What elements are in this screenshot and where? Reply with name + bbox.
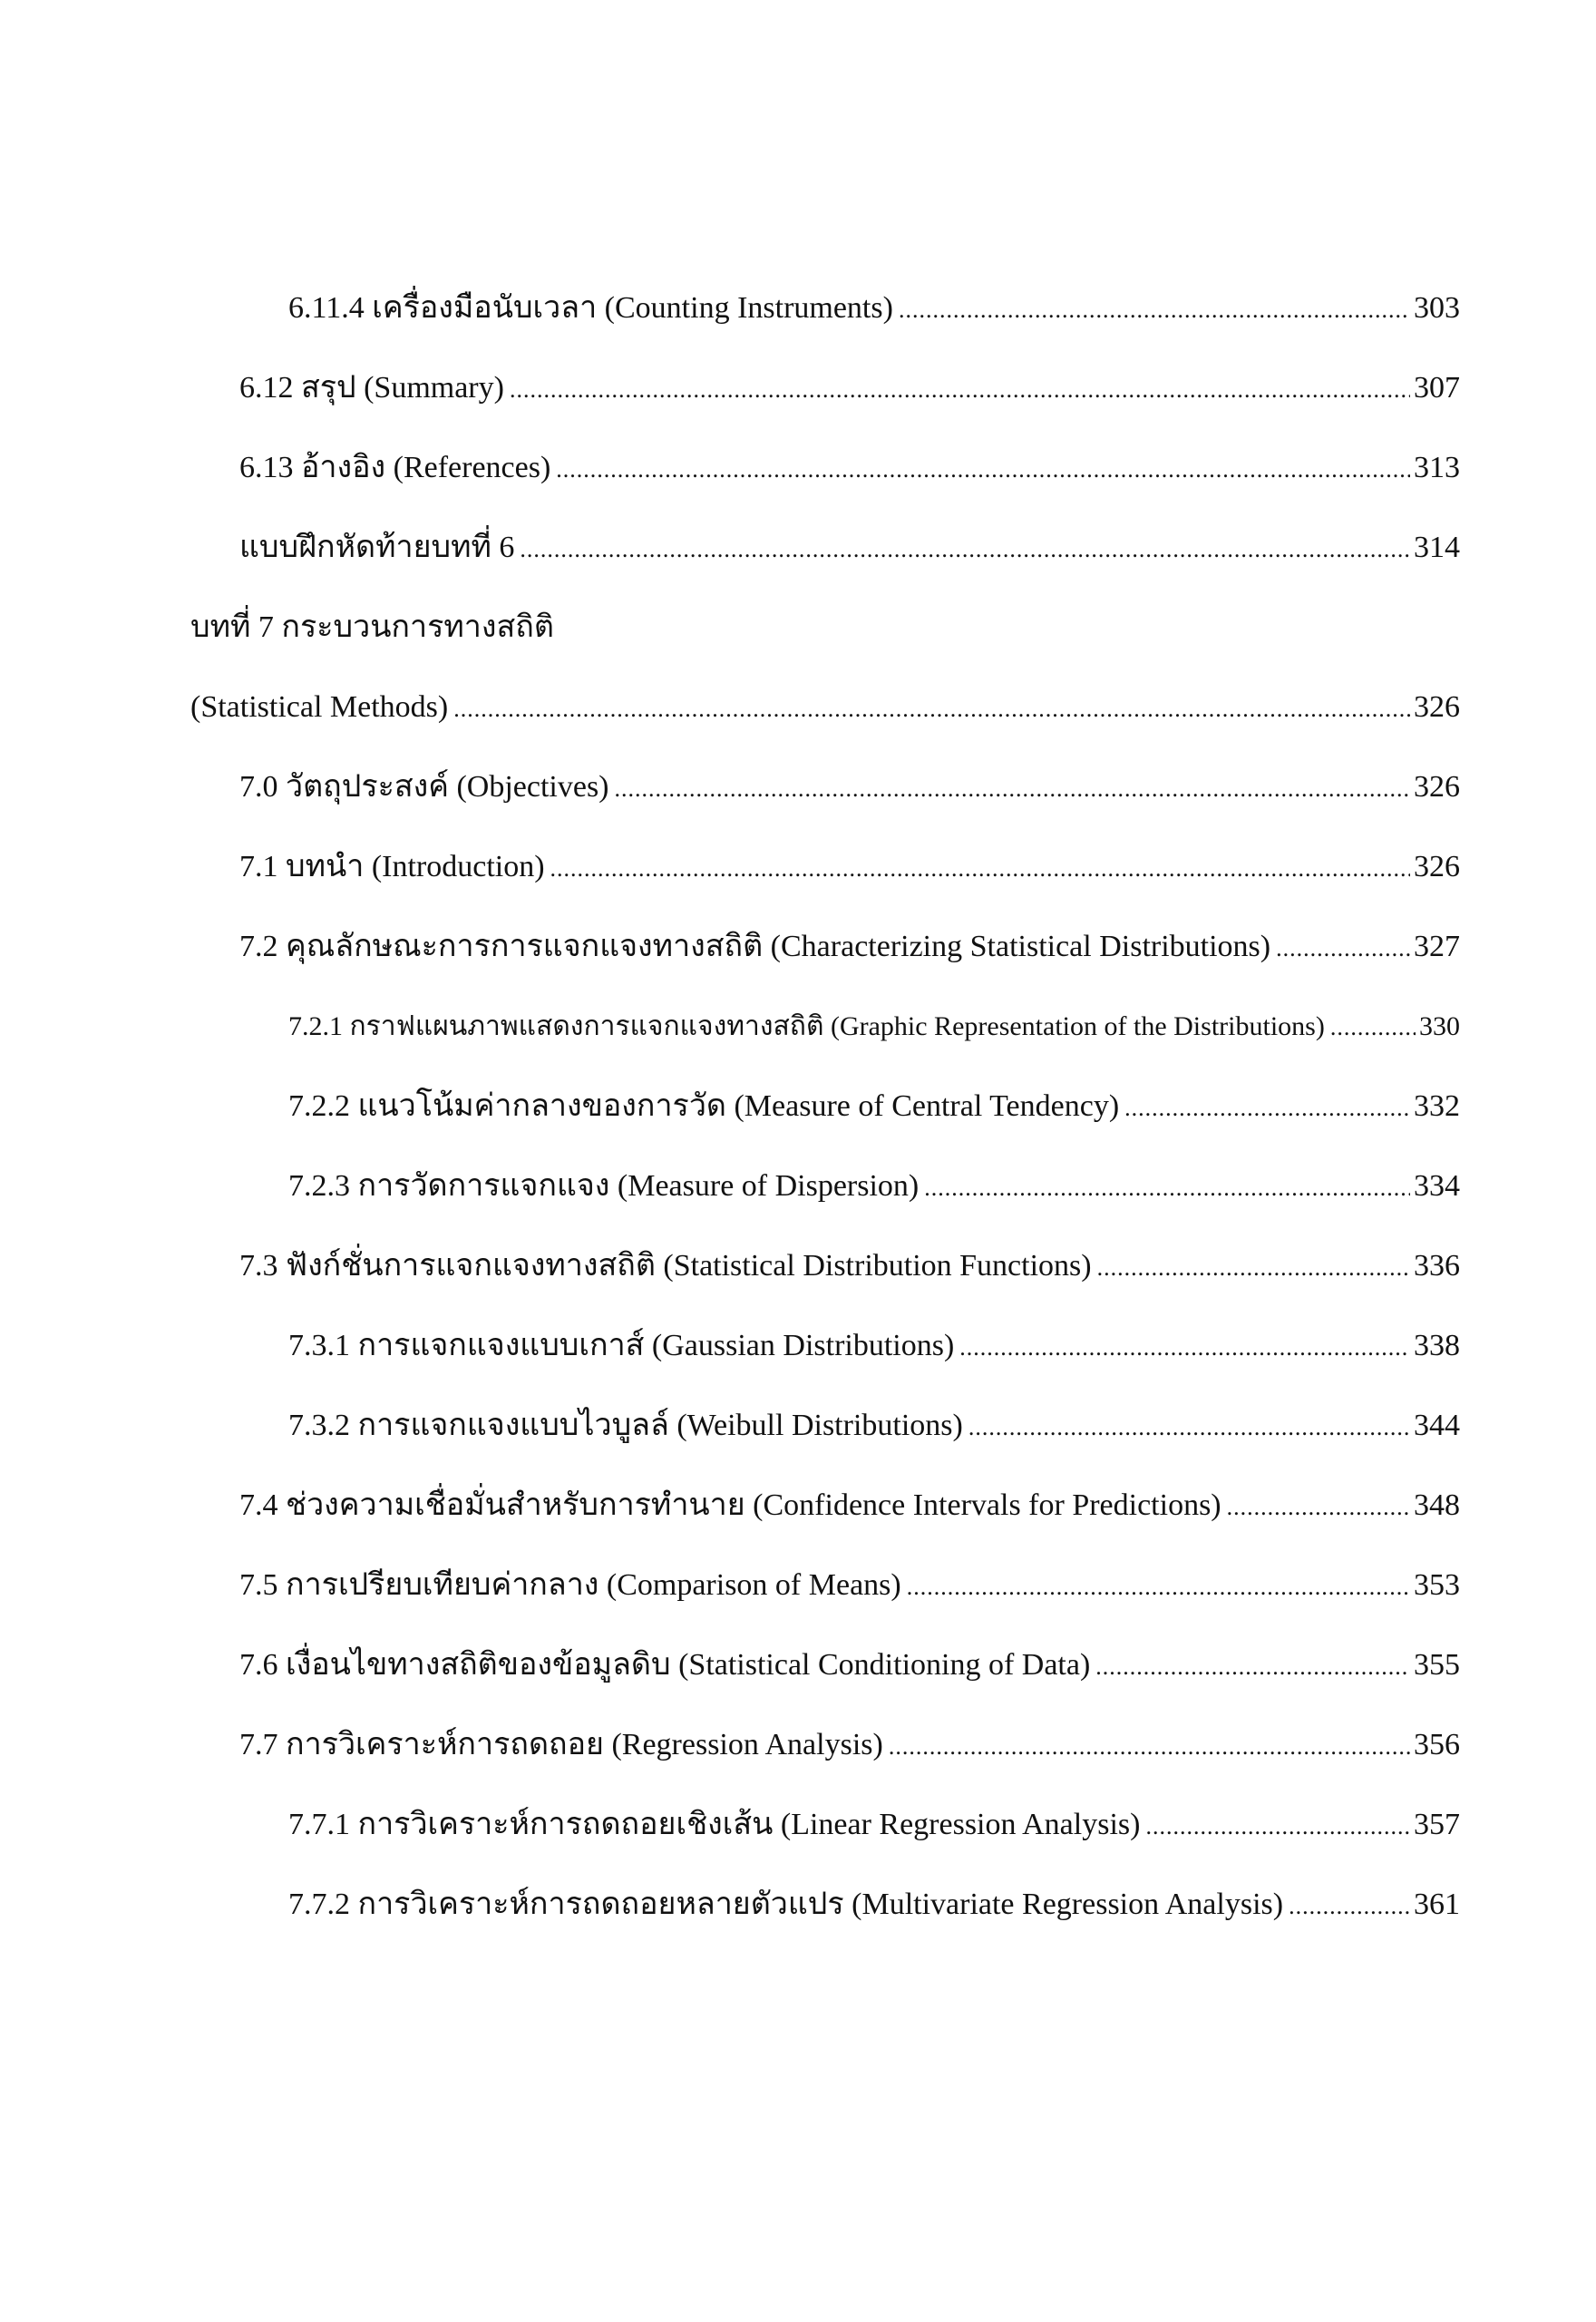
- toc-entry-7-7: [239, 1725, 1460, 1767]
- toc-entry-7-0: [239, 767, 1460, 809]
- toc-entry-page: 313: [1414, 451, 1460, 484]
- dot-leader: [968, 1408, 1410, 1448]
- toc-entry-label: 6.13 อ้างอิง (References): [239, 451, 551, 484]
- toc-entry-label: 7.0 วัตถุประสงค์ (Objectives): [239, 770, 609, 804]
- toc-entry-page: 353: [1414, 1568, 1460, 1602]
- toc-entry-6-12: [239, 368, 1460, 410]
- dot-leader: [959, 1328, 1410, 1368]
- dot-leader: [899, 290, 1410, 330]
- toc-entry-page: 332: [1414, 1089, 1460, 1123]
- toc-entry-page: 334: [1414, 1169, 1460, 1203]
- toc-entry-7-3: [239, 1246, 1460, 1288]
- toc-entry-7-3-1: [288, 1326, 1460, 1368]
- dot-leader: [889, 1727, 1410, 1767]
- dot-leader: [615, 769, 1410, 809]
- dot-leader: [550, 849, 1410, 889]
- toc-entry-page: 314: [1414, 531, 1460, 564]
- toc-entry-page: 327: [1414, 930, 1460, 963]
- toc-entry-label: 7.3.1 การแจกแจงแบบเกาส์ (Gaussian Distributions): [288, 1329, 955, 1362]
- toc-entry-page: 326: [1414, 850, 1460, 883]
- toc-entry-page: 348: [1414, 1488, 1460, 1522]
- toc-entry-label: 7.2.3 การวัดการแจกแจง (Measure of Dispersion): [288, 1169, 920, 1203]
- toc-entry-exercises-6: [239, 528, 1460, 570]
- toc-entry-label: 7.3.2 การแจกแจงแบบไวบูลล์ (Weibull Distributions): [288, 1409, 963, 1442]
- toc-entry-label: 7.2.2 แนวโน้มค่ากลางของการวัด (Measure of Central Tendency): [288, 1089, 1120, 1123]
- toc-entry-7-1: [239, 847, 1460, 889]
- toc-entry-page: 330: [1419, 1011, 1460, 1041]
- toc-entry-label: 7.7.1 การวิเคราะห์การถดถอยเชิงเส้น (Linear Regression Analysis): [288, 1808, 1141, 1841]
- dot-leader: [907, 1567, 1410, 1607]
- dot-leader: [453, 689, 1410, 729]
- toc-entry-label: 6.11.4 เครื่องมือนับเวลา (Counting Instruments): [288, 291, 893, 325]
- toc-entry-label: แบบฝึกหัดท้ายบทที่ 6: [239, 531, 515, 564]
- dot-leader: [1095, 1647, 1410, 1687]
- toc-entry-label: 7.6 เงื่อนไขทางสถิติของข้อมูลดิบ (Statistical Conditioning of Data): [239, 1648, 1091, 1682]
- toc-entry-page: 357: [1414, 1808, 1460, 1841]
- toc-entry-7-4: [239, 1486, 1460, 1527]
- dot-leader: [1276, 929, 1410, 969]
- toc-entry-page: 326: [1414, 690, 1460, 724]
- toc-entry-page: 344: [1414, 1409, 1460, 1442]
- dot-leader: [1227, 1488, 1410, 1527]
- dot-leader: [520, 530, 1410, 570]
- toc-entry-7-2-2: [288, 1087, 1460, 1128]
- toc-entry-7-2-3: [288, 1166, 1460, 1208]
- toc-entry-7-7-2: [288, 1885, 1460, 1927]
- toc-entry-6-11-4: [288, 288, 1460, 330]
- toc-entry-7-3-2: [288, 1406, 1460, 1448]
- toc-entry-6-13: [239, 448, 1460, 490]
- toc-entry-label: 7.4 ช่วงความเชื่อมั่นสำหรับการทำนาย (Confidence Intervals for Predictions): [239, 1488, 1221, 1522]
- toc-entry-label: (Statistical Methods): [190, 690, 449, 724]
- toc-entry-label: 7.2 คุณลักษณะการการแจกแจงทางสถิติ (Characterizing Statistical Distributions): [239, 930, 1271, 963]
- dot-leader: [556, 450, 1410, 490]
- toc-entry-page: 336: [1414, 1249, 1460, 1283]
- toc-entry-7-2-1: [288, 1007, 1460, 1048]
- toc-entry-page: 361: [1414, 1888, 1460, 1921]
- dot-leader: [1145, 1807, 1410, 1847]
- toc-entry-label: 7.1 บทนำ (Introduction): [239, 850, 545, 883]
- toc-entry-label: 7.7.2 การวิเคราะห์การถดถอยหลายตัวแปร (Multivariate Regression Analysis): [288, 1888, 1284, 1921]
- toc-entry-page: 326: [1414, 770, 1460, 804]
- toc-entry-chapter-7: [190, 688, 1460, 729]
- dot-leader: [510, 370, 1410, 410]
- dot-leader: [1330, 1008, 1416, 1048]
- dot-leader: [1124, 1088, 1410, 1128]
- dot-leader: [924, 1168, 1410, 1208]
- dot-leader: [1097, 1248, 1410, 1288]
- toc-entry-label: 6.12 สรุป (Summary): [239, 371, 504, 405]
- toc-entry-7-6: [239, 1645, 1460, 1687]
- toc-entry-label: 7.2.1 กราฟแผนภาพแสดงการแจกแจงทางสถิติ (Graphic Representation of the Distributions): [288, 1011, 1325, 1041]
- toc-entry-page: 303: [1414, 291, 1460, 325]
- chapter-7-heading: บทที่ 7 กระบวนการทางสถิติ: [190, 610, 554, 644]
- toc-entry-label: 7.7 การวิเคราะห์การถดถอย (Regression Analysis): [239, 1728, 883, 1761]
- toc-entry-label: 7.5 การเปรียบเทียบค่ากลาง (Comparison of Means): [239, 1568, 901, 1602]
- toc-entry-7-2: [239, 927, 1460, 969]
- dot-leader: [1289, 1887, 1410, 1927]
- toc-entry-page: 307: [1414, 371, 1460, 405]
- toc-entry-label: 7.3 ฟังก์ชั่นการแจกแจงทางสถิติ (Statistical Distribution Functions): [239, 1249, 1092, 1283]
- toc-entry-page: 338: [1414, 1329, 1460, 1362]
- toc-entry-7-7-1: [288, 1805, 1460, 1847]
- toc-entry-7-5: [239, 1566, 1460, 1607]
- toc-entry-page: 356: [1414, 1728, 1460, 1761]
- toc-entry-page: 355: [1414, 1648, 1460, 1682]
